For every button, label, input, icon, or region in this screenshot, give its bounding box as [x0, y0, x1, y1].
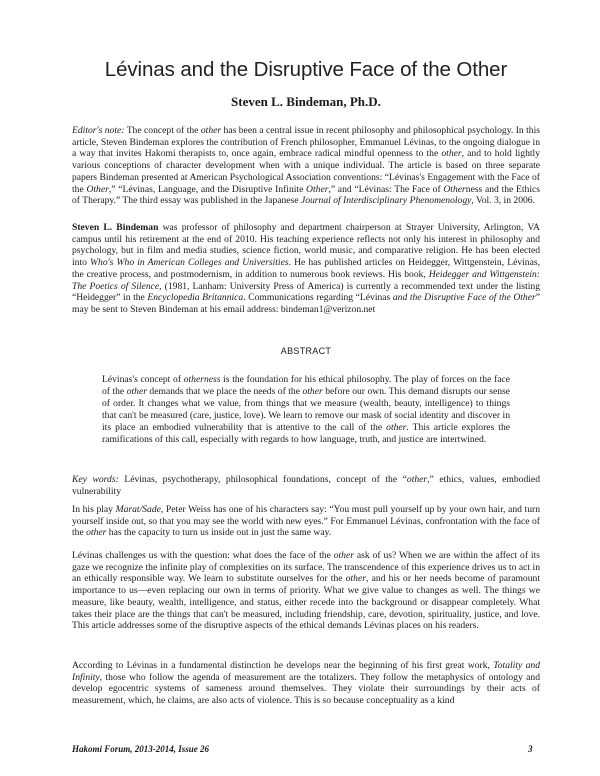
text: other [86, 527, 107, 539]
text: . Communications regarding “Lévinas [243, 292, 393, 304]
text: ,” “Lévinas, Language, and the Disruptive Infinite [108, 183, 307, 195]
text: ask of us? When we are within the affect of its gaze we recognize the infinite play of complexities on its surface. The transcendence of this experience drives us to act in an ethically responsible way. We learn to substitute ourselves for the [72, 550, 540, 585]
text: Heidegger and Wittgenstein: The Poetics of Silence [72, 268, 540, 292]
text: The concept of the [124, 125, 201, 136]
text: demands that we place the needs of the [146, 385, 303, 397]
text: Marat/Sade [115, 504, 161, 515]
text: Other [86, 183, 109, 195]
text: Who's Who in American Colleges and Universities [90, 257, 289, 269]
bio-name: Steven L. Bindeman [72, 222, 159, 233]
text: ness and the Ethics of Therapy.” The third essay was published in the Japanese [72, 183, 540, 207]
author-name: Steven L. Bindeman, Ph.D. [231, 94, 381, 109]
text: Other [306, 183, 329, 195]
text: , those who follow the agenda of measurement are the totalizers. They follow the metaphysics of ontology and develop egocentric systems of sameness around themselves. They violate their surroundings by their acts of measurement, which, he claims, are also acts of violence. This is so because conceptuality as a kind [72, 671, 540, 707]
abstract-heading: ABSTRACT [280, 346, 332, 356]
text: is the foundation for his ethical philosophy. The play of forces on the face of the [102, 374, 510, 397]
footer-journal: Hakomi Forum, 2013-2014, Issue 26 [72, 744, 210, 754]
text: other [200, 125, 222, 136]
text: before our own. This demand disrupts our sense of order. It changes what we value, from things that we measure (wealth, beauty, intelligence) to things that can't be measured (care, justice, love). We learn to remove our mask of social identity and discover in its place an embodied vulnerability that is attentive to the call of the [102, 385, 510, 433]
text: Lévinas challenges us with the question: what does the face of the [72, 550, 334, 561]
abstract-text [102, 374, 510, 445]
text: ” may be sent to Steven Bindeman at his email address: bindeman1@verizon.net [72, 292, 540, 315]
keywords-label: Key words: [72, 474, 119, 485]
text: Totality and Infinity [72, 660, 540, 683]
text: other [386, 421, 407, 433]
text: . He has published articles on Heidegger, Wittgenstein, Lévinas, the creative process, and postmodernism, in addition to numerous book reviews. His book, [72, 257, 540, 280]
text: Other [443, 183, 466, 195]
text: , Peter Weiss has one of his characters say: “You must pull yourself up by your own hair, and turn yourself inside out, so that you may see the world with new eyes.” For Emmanuel Lévinas, confrontation with the face of the [72, 504, 540, 539]
text: . This article explores the ramifications of this call, especially with regards to how language, truth, and justice are intertwined. [102, 421, 511, 445]
text: Journal of Interdisciplinary Phenomenology [300, 195, 472, 207]
text: other [441, 148, 462, 160]
editor-note [72, 125, 540, 207]
text: , (1981, Lanham: University Press of America) is currently a recommended text under the listing “Heidegger” in the [72, 280, 540, 304]
author-bio [72, 222, 540, 316]
text: Lévinas's concept of [102, 374, 184, 385]
text: otherness [183, 374, 221, 385]
text: other [345, 573, 366, 585]
article-title: Lévinas and the Disruptive Face of the Other [104, 58, 508, 81]
text: , and to hold lightly various conceptions of character development when with a unique individual. The article is based on three separate papers Bindeman presented at American Psychological Association conventions: “Lévinas's Engagement with the Face of the [72, 148, 540, 195]
text: Encyclopedia Britannica [147, 292, 244, 304]
page-number: 3 [528, 744, 533, 754]
text: , Vol. 3, in 2006. [471, 195, 536, 207]
editor-note-label: Editor's note: [72, 125, 125, 136]
text: According to Lévinas in a fundamental distinction he develops near the beginning of his first great work, [72, 660, 494, 671]
text: was professor of philosophy and department chairperson at Strayer University, Arlington, VA campus until his retirement at the end of 2010. His teaching experience reflects not only his interest in philosophy and psychology, but in film and media studies, science fiction, world music, and comparative religion. He has been elected into [72, 222, 540, 269]
text: other [406, 474, 428, 485]
body-paragraph-3 [72, 660, 540, 707]
body-paragraph-2 [72, 550, 540, 632]
text: ,” and “Lévinas: The Face of [328, 183, 444, 195]
text: In his play [72, 504, 116, 515]
text: and the Disruptive Face of the Other [392, 292, 536, 304]
text: has been a central issue in recent philosophy and philosophical psychology. In this article, Steven Bindeman explores the contribution of French philosopher, Emmanuel Lévinas, to the ongoing dialogue in a way that invites Hakomi therapists to, once again, embrace radical mindful openness to the [72, 125, 541, 160]
body-paragraph-1 [72, 504, 540, 539]
text: other [333, 550, 354, 561]
text: other [126, 385, 147, 397]
text: has the capacity to turn us inside out in just the same way. [106, 527, 332, 539]
text: other [302, 385, 323, 397]
text: , and his or her needs become of paramount importance to us—even replacing our own in terms of priority. What we give value to changes as well. The things we measure, like beauty, wealth, intelligence, and status, either recede into the background or disappear completely. What takes their place are the things that can't be measured, including friendship, care, devotion, spirituality, justice, and love. This article addresses some of the disruptive aspects of the ethical demands Lévinas places on his readers. [72, 573, 540, 632]
text: ,” ethics, values, embodied vulnerability [72, 474, 540, 497]
text: Lévinas, psychotherapy, philosophical foundations, concept of the “ [118, 474, 407, 485]
keywords [72, 474, 540, 497]
